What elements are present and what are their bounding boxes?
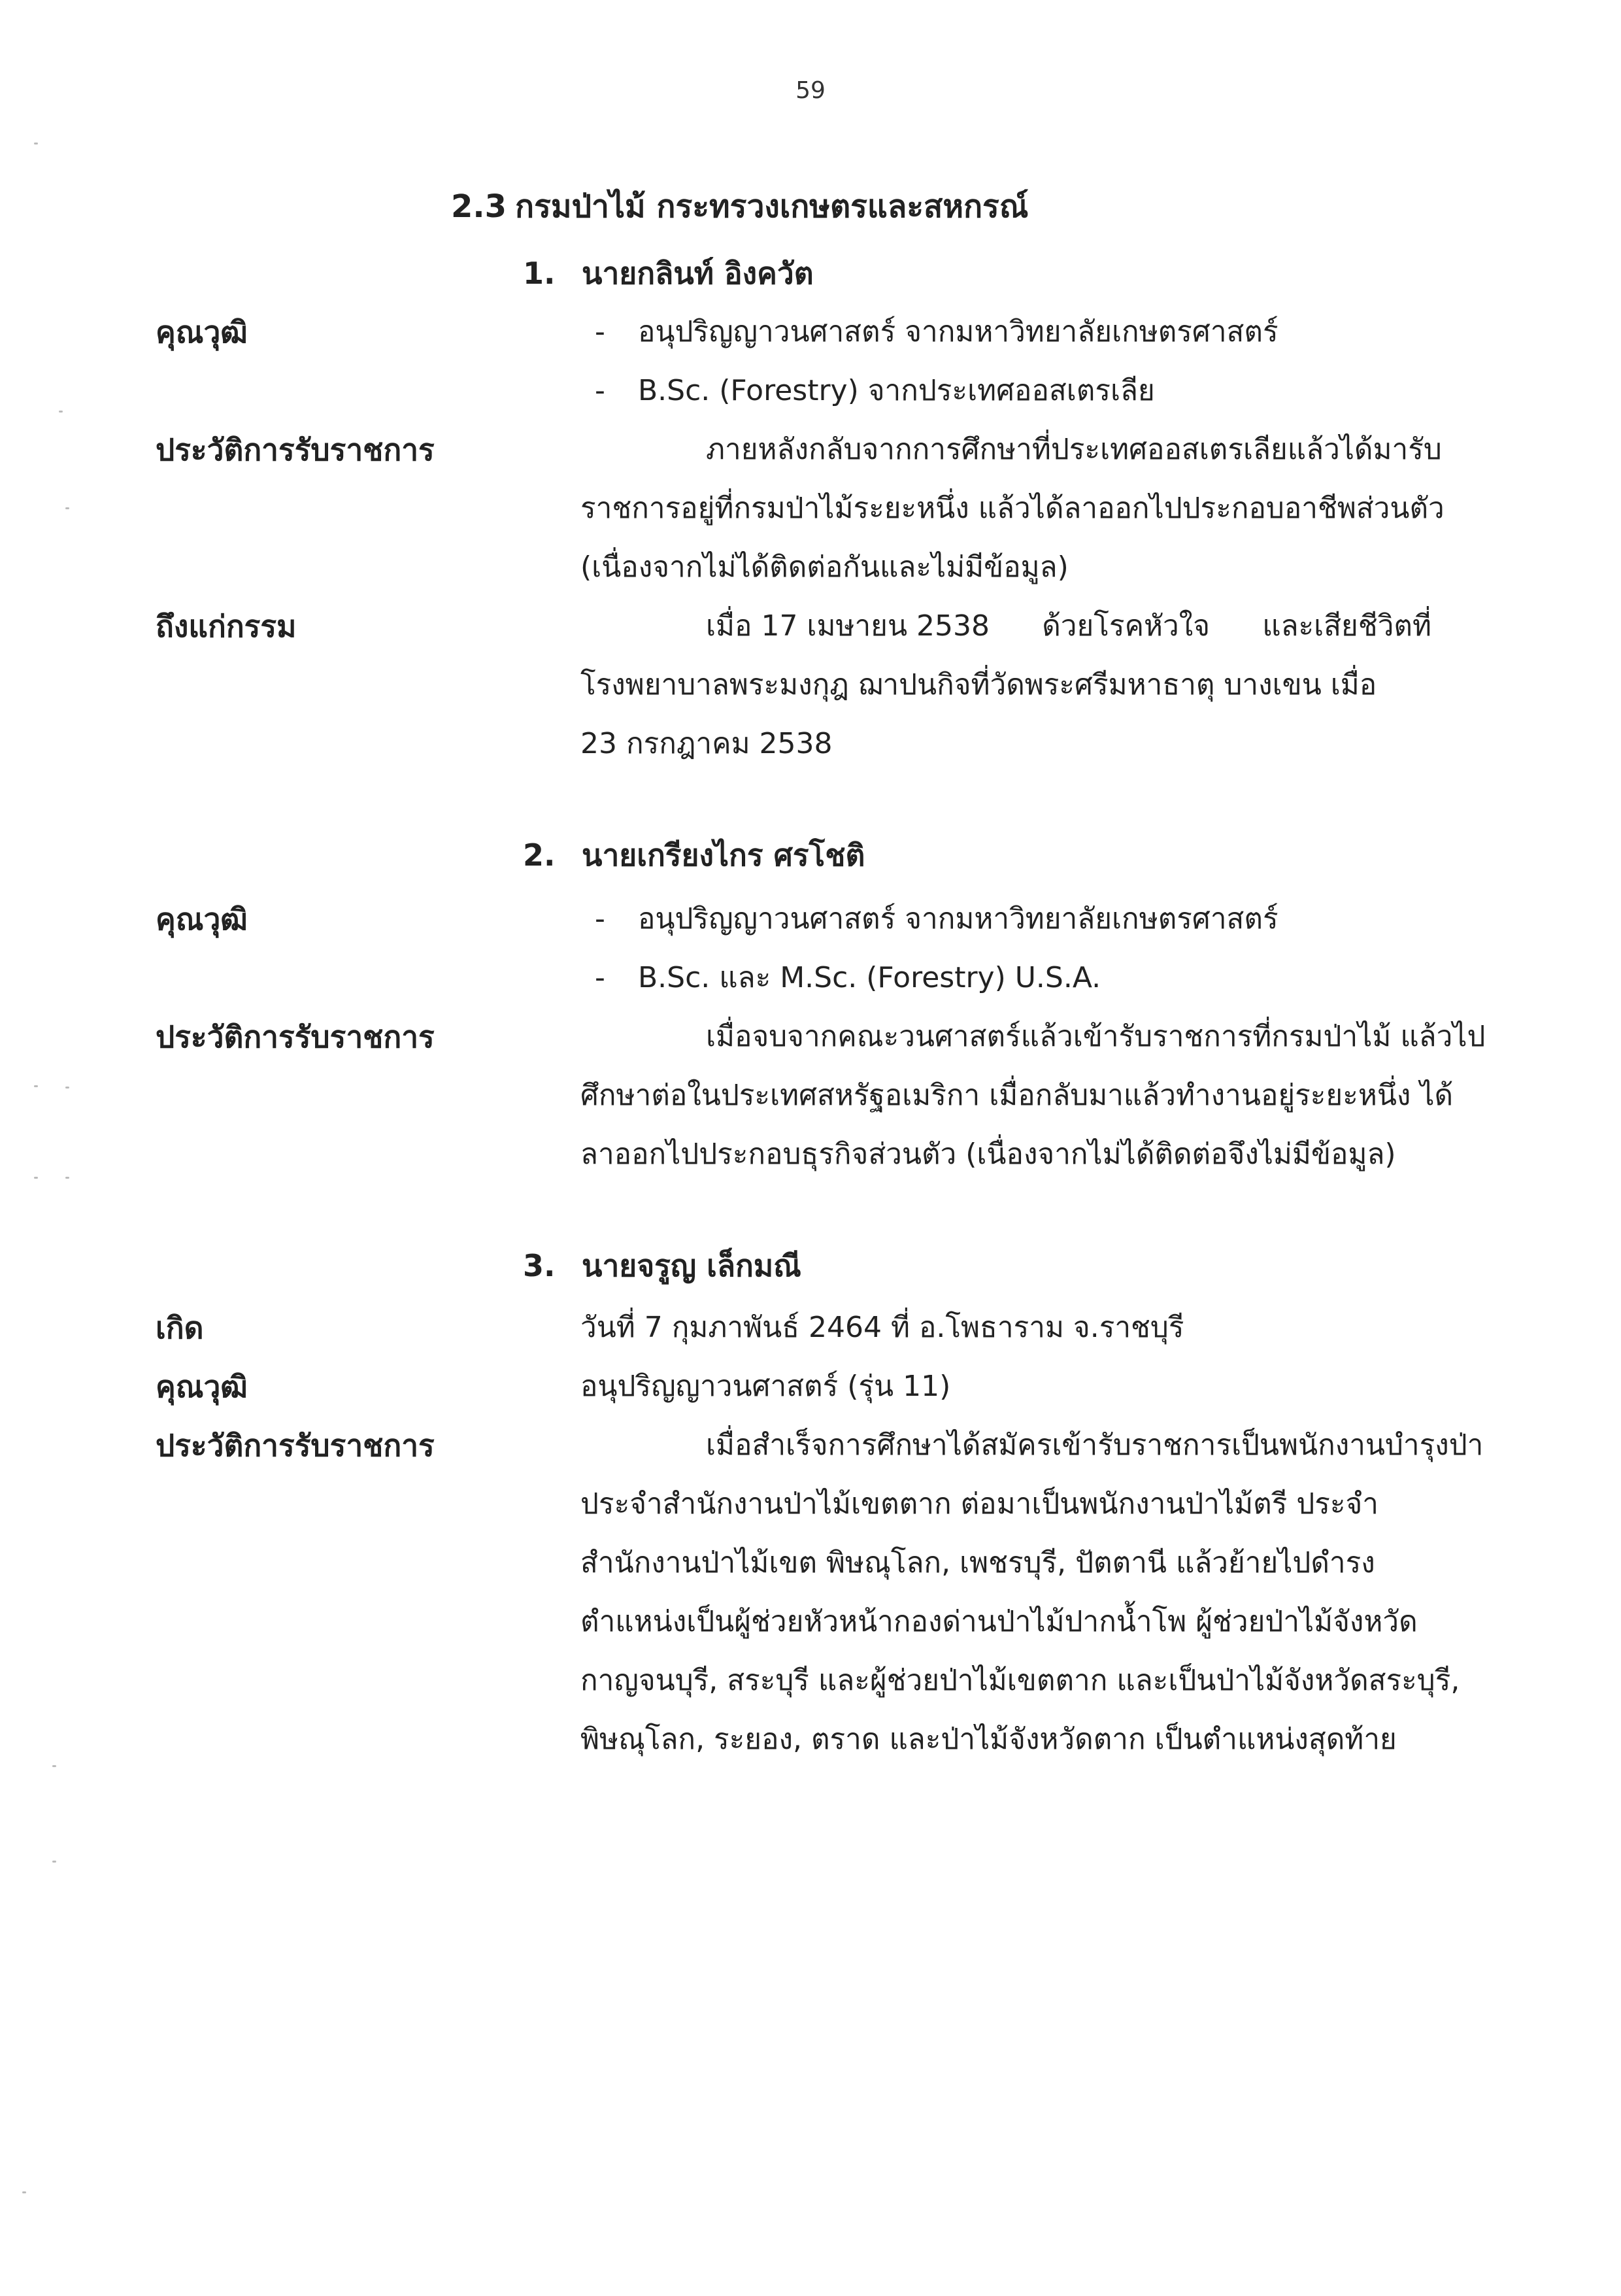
qualification-value: อนุปริญญาวนศาสตร์ (รุ่น 11)	[580, 1370, 951, 1403]
qualification-item: - อนุปริญญาวนศาสตร์ จากมหาวิทยาลัยเกษตรศาสตร์	[595, 315, 1278, 348]
service-line: ประจำสำนักงานป่าไม้เขตตาก ต่อมาเป็นพนักงานป่าไม้ตรี ประจำ	[580, 1487, 1379, 1521]
section-number: 2.3	[451, 188, 507, 225]
person-name: นายเกรียงไกร ศรโชติ	[582, 837, 865, 873]
service-line: เมื่อสำเร็จการศึกษาได้สมัครเข้ารับราชการเป็นพนักงานบำรุงป่า	[706, 1428, 1484, 1462]
qualification-label: คุณวุฒิ	[156, 902, 248, 937]
scan-speck	[22, 2191, 26, 2193]
person-name: นายกลินท์ อิงควัต	[582, 256, 814, 291]
scan-speck	[65, 507, 69, 509]
person-number: 3.	[523, 1248, 556, 1283]
person-number: 2.	[523, 837, 556, 873]
qualification-item: - อนุปริญญาวนศาสตร์ จากมหาวิทยาลัยเกษตรศาสตร์	[595, 902, 1278, 936]
death-label: ถึงแก่กรรม	[156, 609, 297, 644]
service-line: สำนักงานป่าไม้เขต พิษณุโลก, เพชรบุรี, ปัตตานี แล้วย้ายไปดำรง	[580, 1546, 1375, 1579]
death-line: 23 กรกฎาคม 2538	[580, 727, 833, 760]
scan-speck	[34, 1085, 38, 1087]
section-title: กรมป่าไม้ กระทรวงเกษตรและสหกรณ์	[515, 188, 1029, 225]
person-number: 1.	[523, 256, 556, 291]
service-line: ศึกษาต่อในประเทศสหรัฐอเมริกา เมื่อกลับมาแล้วทำงานอยู่ระยะหนึ่ง ได้	[580, 1079, 1454, 1112]
service-line: (เนื่องจากไม่ได้ติดต่อกันและไม่มีข้อมูล)	[580, 550, 1069, 584]
scan-speck	[52, 1765, 56, 1767]
service-line: กาญจนบุรี, สระบุรี และผู้ช่วยป่าไม้เขตตาก และเป็นป่าไม้จังหวัดสระบุรี,	[580, 1664, 1460, 1697]
person-name: นายจรูญ เล็กมณี	[582, 1248, 801, 1283]
scan-speck	[52, 1861, 56, 1863]
born-value: วันที่ 7 กุมภาพันธ์ 2464 ที่ อ.โพธาราม จ.ราชบุรี	[580, 1311, 1184, 1344]
scan-speck	[65, 1177, 69, 1179]
person-2-heading	[523, 832, 865, 879]
qualification-item: - B.Sc. และ M.Sc. (Forestry) U.S.A.	[595, 961, 1101, 994]
service-line: ราชการอยู่ที่กรมป่าไม้ระยะหนึ่ง แล้วได้ลาออกไปประกอบอาชีพส่วนตัว	[580, 492, 1445, 525]
qualification-label: คุณวุฒิ	[156, 1369, 248, 1404]
service-label: ประวัติการรับราชการ	[156, 1428, 435, 1463]
scan-speck	[34, 143, 38, 144]
scan-speck	[59, 411, 63, 413]
service-line: ภายหลังกลับจากการศึกษาที่ประเทศออสเตรเลียแล้วได้มารับ	[706, 433, 1442, 466]
service-label: ประวัติการรับราชการ	[156, 1019, 435, 1055]
death-line: โรงพยาบาลพระมงกุฎ ฌาปนกิจที่วัดพระศรีมหาธาตุ บางเขน เมื่อ	[580, 668, 1377, 701]
service-line: ลาออกไปประกอบธุรกิจส่วนตัว (เนื่องจากไม่ได้ติดต่อจึงไม่มีข้อมูล)	[580, 1138, 1396, 1171]
service-line: เมื่อจบจากคณะวนศาสตร์แล้วเข้ารับราชการที่กรมป่าไม้ แล้วไป	[706, 1020, 1486, 1053]
service-label: ประวัติการรับราชการ	[156, 432, 435, 467]
service-line: พิษณุโลก, ระยอง, ตราด และป่าไม้จังหวัดตาก เป็นตำแหน่งสุดท้าย	[580, 1723, 1397, 1756]
qualification-item: - B.Sc. (Forestry) จากประเทศออสเตรเลีย	[595, 374, 1155, 407]
person-3-heading	[523, 1242, 801, 1290]
scan-speck	[65, 1087, 69, 1089]
page-number: 59	[795, 77, 826, 104]
death-line: เมื่อ 17 เมษายน 2538 ด้วยโรคหัวใจ และเสียชีวิตที่	[706, 609, 1431, 643]
service-line: ตำแหน่งเป็นผู้ช่วยหัวหน้ากองด่านป่าไม้ปากน้ำโพ ผู้ช่วยป่าไม้จังหวัด	[580, 1605, 1418, 1638]
person-1-heading	[523, 250, 814, 297]
born-label: เกิด	[156, 1310, 204, 1345]
section-heading	[451, 182, 1028, 231]
scan-speck	[34, 1177, 38, 1179]
qualification-label: คุณวุฒิ	[156, 314, 248, 350]
